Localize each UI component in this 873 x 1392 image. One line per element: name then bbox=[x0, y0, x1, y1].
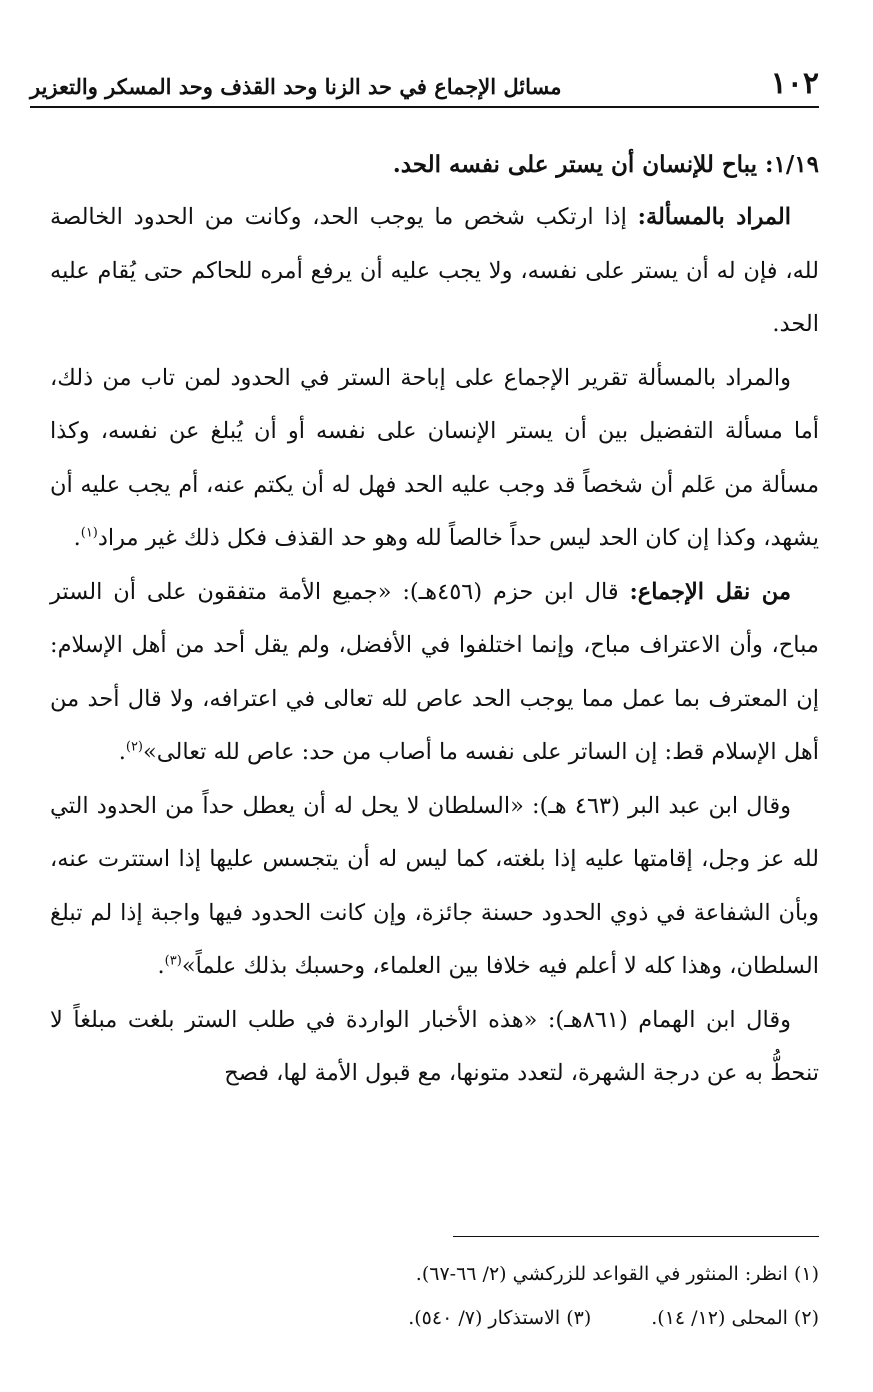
footnote-row bbox=[50, 1296, 819, 1340]
page-header bbox=[30, 62, 819, 108]
paragraph-text: والمراد بالمسألة تقرير الإجماع على إباحة الستر في الحدود لمن تاب من ذلك، أما مسألة التفضيل بين أن يستر الإنسان على نفسه أو أن يُبلغ عن نفسه، وكذا مسألة من عَلم أن شخصاً قد وجب عليه الحد فهل له أن يكتم عنه، أم يجب عليه أن يشهد، وكذا إن كان الحد ليس حداً خالصاً لله وهو حد القذف فكل ذلك غير مراد bbox=[50, 364, 819, 551]
footnote-item: (١) انظر: المنثور في القواعد للزركشي (٢/ ٦٦-٦٧). bbox=[415, 1263, 819, 1285]
running-title: مسائل الإجماع في حد الزنا وحد القذف وحد المسكر والتعزير bbox=[30, 74, 562, 99]
footnote-ref[interactable]: (١) bbox=[80, 525, 98, 541]
page-number: ١٠٢ bbox=[770, 66, 819, 101]
paragraph-tail: . bbox=[118, 739, 126, 765]
paragraph-text: وقال ابن الهمام (٨٦١هـ): «هذه الأخبار الواردة في طلب الستر بلغت مبلغاً لا تنحطُّ به عن درجة الشهرة، لتعدد متونها، مع قبول الأمة لها، فصح bbox=[50, 1006, 819, 1086]
paragraph-ibn-hazm bbox=[50, 566, 819, 780]
paragraph-text: وقال ابن عبد البر (٤٦٣ هـ): «السلطان لا يحل له أن يعطل حداً من الحدود التي لله عز وجل، إقامتها عليه إذا بلغته، كما ليس له أن يتجسس عليها إذا استترت عنه، وبأن الشفاعة في ذوي الحدود حسنة جائزة، وإن كانت الحدود فيها واجبة إذا لم تبلغ السلطان، وهذا كله لا أعلم فيه خلافا بين العلماء، وحسبك بذلك علماً» bbox=[50, 792, 819, 979]
paragraph-scope bbox=[50, 352, 819, 566]
footnote-item: (٣) الاستذكار (٧/ ٥٤٠). bbox=[408, 1307, 592, 1329]
footnote-item: (٢) المحلى (١٢/ ١٤). bbox=[651, 1307, 819, 1329]
paragraph-text: إذا ارتكب شخص ما يوجب الحد، وكانت من الحدود الخالصة لله، فإن له أن يستر على نفسه، ولا يجب عليه أن يرفع أمره للحاكم حتى يُقام عليه الحد. bbox=[50, 204, 819, 337]
paragraph-lead: من نقل الإجماع: bbox=[629, 578, 791, 605]
paragraph-lead: المراد بالمسألة: bbox=[637, 204, 792, 230]
paragraph-tail: . bbox=[73, 525, 81, 551]
paragraph-ibn-abd-al-barr bbox=[50, 780, 819, 994]
footnote-divider bbox=[453, 1236, 819, 1237]
footnote-ref[interactable]: (٢) bbox=[125, 739, 143, 755]
paragraph-definition bbox=[50, 191, 819, 352]
paragraph-text: قال ابن حزم (٤٥٦هـ): «جميع الأمة متفقون على أن الستر مباح، وأن الاعتراف مباح، وإنما اختلفوا في الأفضل، ولم يقل أحد من أهل الإسلام: إن المعترف بما عمل مما يوجب الحد عاص لله تعالى في اعترافه، ولا قال أحد من أهل الإسلام قط: إن الساتر على نفسه ما أصاب من حد: عاص لله تعالى» bbox=[50, 578, 819, 765]
paragraph-tail: . bbox=[157, 953, 165, 979]
footnotes bbox=[50, 1252, 819, 1340]
paragraph-ibn-al-humam bbox=[50, 994, 819, 1101]
section-heading: ١/١٩: يباح للإنسان أن يستر على نفسه الحد. bbox=[392, 151, 819, 178]
page-body bbox=[50, 145, 819, 1101]
footnote-ref[interactable]: (٣) bbox=[164, 953, 182, 969]
